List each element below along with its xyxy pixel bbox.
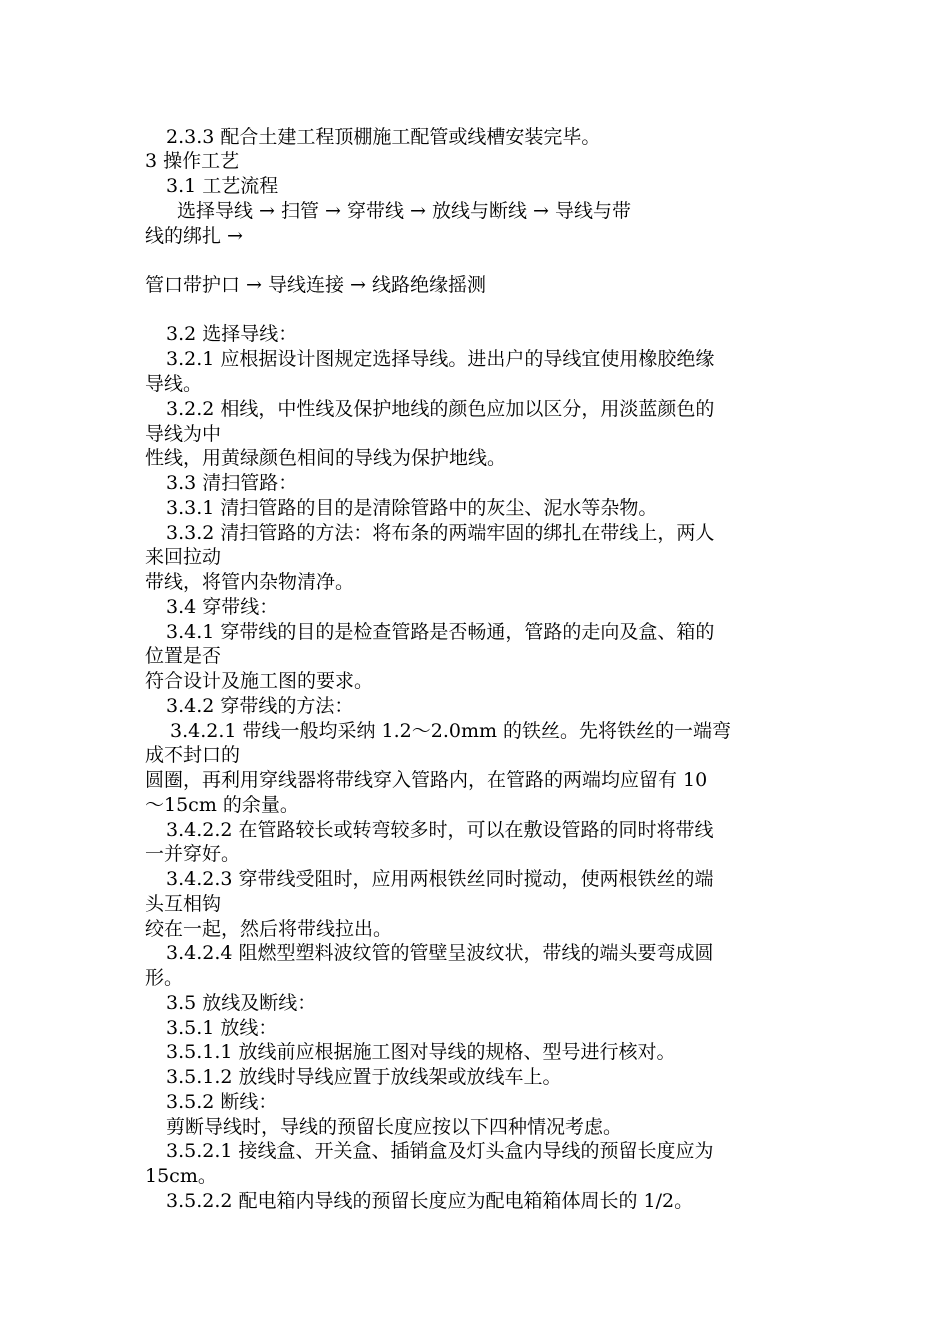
text-line: 形。 bbox=[145, 967, 184, 989]
text-line: 导线为中 bbox=[145, 423, 222, 445]
subsection-heading: 3.2 选择导线： bbox=[166, 323, 298, 345]
text-line: 成不封口的 bbox=[145, 744, 241, 766]
text-line: 圆圈，再利用穿线器将带线穿入管路内，在管路的两端均应留有 10 bbox=[145, 769, 708, 791]
process-flow-line: 选择导线 → 扫管 → 穿带线 → 放线与断线 → 导线与带 bbox=[177, 200, 631, 222]
process-flow-line: 线的绑扎 → bbox=[145, 225, 243, 247]
text-line: 3.5.1.1 放线前应根据施工图对导线的规格、型号进行核对。 bbox=[166, 1041, 676, 1063]
text-line: 3.5.2 断线： bbox=[166, 1091, 278, 1113]
text-line: ～15cm 的余量。 bbox=[145, 794, 299, 816]
text-line: 头互相钩 bbox=[145, 893, 222, 915]
process-flow-line: 管口带护口 → 导线连接 → 线路绝缘摇测 bbox=[145, 274, 486, 296]
subsection-heading: 3.3 清扫管路： bbox=[166, 472, 298, 494]
text-line: 符合设计及施工图的要求。 bbox=[145, 670, 374, 692]
text-line: 3.5.1 放线： bbox=[166, 1017, 278, 1039]
text-line: 性线，用黄绿颜色相间的导线为保护地线。 bbox=[145, 447, 507, 469]
text-line: 3.5.1.2 放线时导线应置于放线架或放线车上。 bbox=[166, 1066, 562, 1088]
text-line: 15cm。 bbox=[145, 1165, 217, 1187]
text-line: 2.3.3 配合土建工程顶棚施工配管或线槽安装完毕。 bbox=[166, 126, 601, 148]
text-line: 3.4.2.1 带线一般均采纳 1.2～2.0mm 的铁丝。先将铁丝的一端弯 bbox=[170, 720, 732, 742]
text-line: 3.4.2 穿带线的方法： bbox=[166, 695, 354, 717]
text-line: 3.5.2.1 接线盒、开关盒、插销盒及灯头盒内导线的预留长度应为 bbox=[166, 1140, 714, 1162]
subsection-heading: 3.4 穿带线： bbox=[166, 596, 279, 618]
text-line: 3.2.1 应根据设计图规定选择导线。进出户的导线宜使用橡胶绝缘 bbox=[166, 348, 715, 370]
text-line: 3.2.2 相线，中性线及保护地线的颜色应加以区分，用淡蓝颜色的 bbox=[166, 398, 715, 420]
text-line: 3.4.2.2 在管路较长或转弯较多时，可以在敷设管路的同时将带线 bbox=[166, 819, 714, 841]
text-line: 3.4.1 穿带线的目的是检查管路是否畅通，管路的走向及盒、箱的 bbox=[166, 621, 715, 643]
text-line: 带线，将管内杂物清净。 bbox=[145, 571, 355, 593]
text-line: 来回拉动 bbox=[145, 546, 222, 568]
text-line: 3.4.2.4 阻燃型塑料波纹管的管壁呈波纹状，带线的端头要弯成圆 bbox=[166, 942, 714, 964]
subsection-heading: 3.5 放线及断线： bbox=[166, 992, 317, 1014]
text-line: 绞在一起，然后将带线拉出。 bbox=[145, 918, 393, 940]
section-heading: 3 操作工艺 bbox=[145, 150, 240, 172]
text-line: 3.3.2 清扫管路的方法：将布条的两端牢固的绑扎在带线上，两人 bbox=[166, 522, 715, 544]
text-line: 3.4.2.3 穿带线受阻时，应用两根铁丝同时搅动，使两根铁丝的端 bbox=[166, 868, 714, 890]
text-line: 3.3.1 清扫管路的目的是清除管路中的灰尘、泥水等杂物。 bbox=[166, 497, 658, 519]
text-line: 3.5.2.2 配电箱内导线的预留长度应为配电箱箱体周长的 1/2。 bbox=[166, 1190, 694, 1212]
text-line: 剪断导线时，导线的预留长度应按以下四种情况考虑。 bbox=[166, 1116, 623, 1138]
text-line: 位置是否 bbox=[145, 645, 222, 667]
text-line: 导线。 bbox=[145, 373, 203, 395]
subsection-heading: 3.1 工艺流程 bbox=[166, 175, 279, 197]
text-line: 一并穿好。 bbox=[145, 843, 241, 865]
